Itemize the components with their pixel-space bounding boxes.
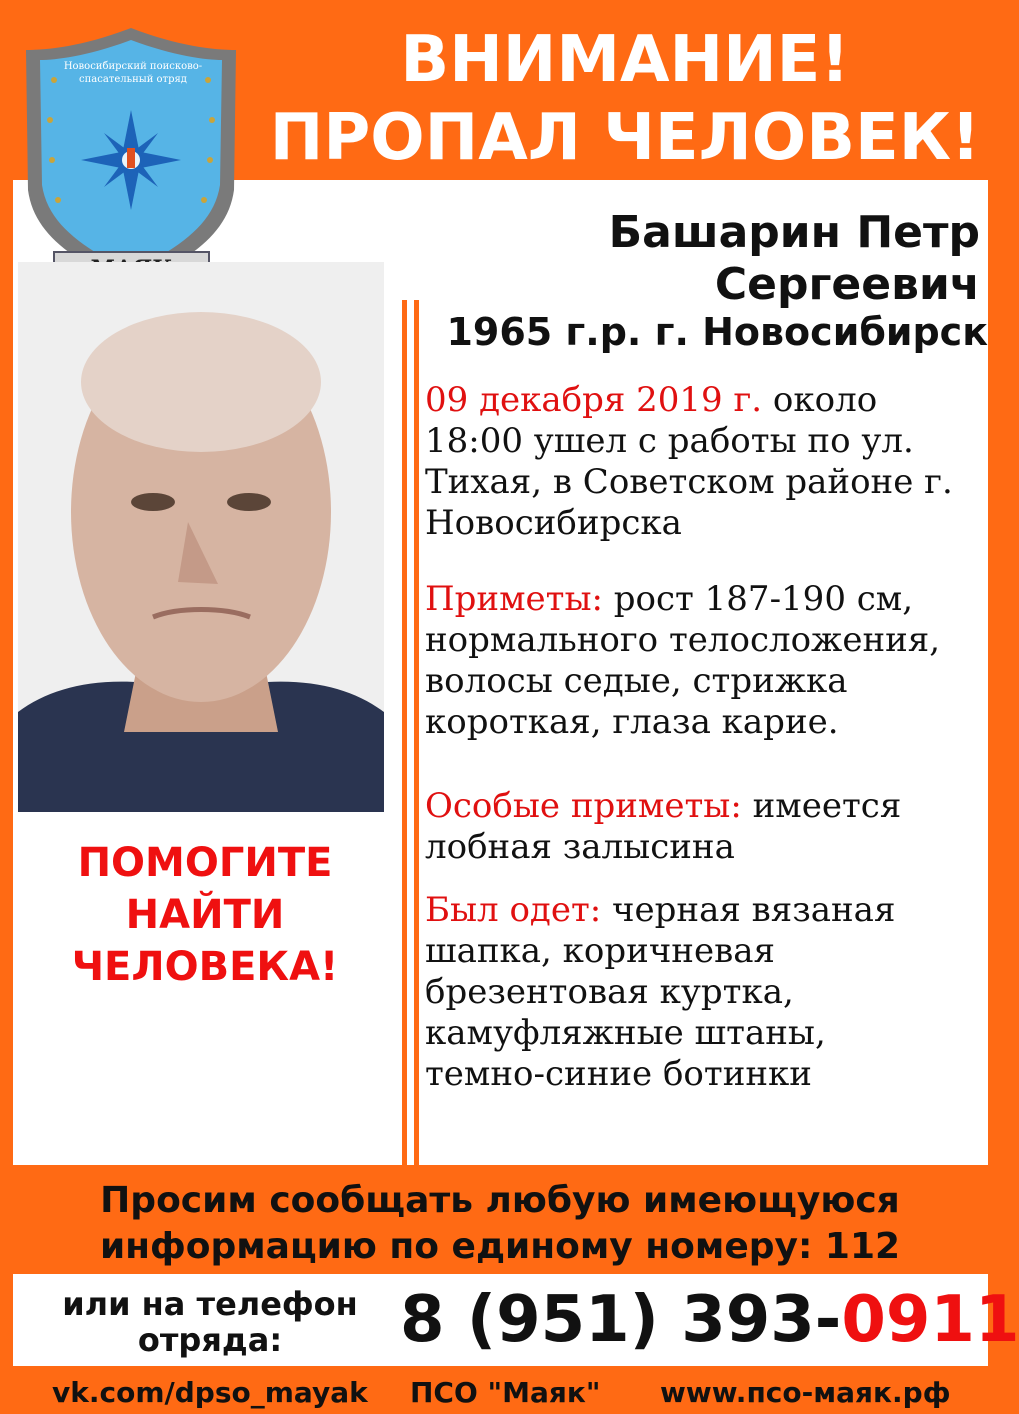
event-text [425, 380, 985, 544]
signs-details: рост 187-190 см, нормального телосложения, волосы седые, стрижка короткая, глаза карие. [425, 579, 941, 742]
vk-link[interactable]: vk.com/dpso_mayak [52, 1376, 368, 1409]
special-signs-label: Особые приметы: [425, 786, 742, 826]
org-name: ПСО "Маяк" [410, 1376, 601, 1409]
signs-label: Приметы: [425, 579, 603, 619]
clothes-details: черная вязаная шапка, коричневая брезентовая куртка, камуфляжные штаны, темно-синие ботинки [425, 890, 896, 1094]
person-birth: 1965 г.р. г. Новосибирск [446, 310, 988, 354]
title-attention: ВНИМАНИЕ! [400, 23, 850, 97]
phone-number[interactable] [400, 1280, 1019, 1360]
event-date: 09 декабря 2019 г. [425, 380, 763, 420]
phone-number-main: 8 (951) 393- [400, 1283, 842, 1357]
special-signs-details: имеется лобная залысина [425, 786, 902, 867]
person-name-line2: Сергеевич [714, 259, 980, 310]
footer-request-line2: информацию по единому номеру: 112 [99, 1226, 901, 1267]
clothes-text [425, 890, 955, 1095]
phone-label-line1: или на телефон [62, 1285, 358, 1323]
help-line3: ЧЕЛОВЕКА! [71, 944, 339, 990]
event-details: около 18:00 ушел с работы по ул. Тихая, в Советском районе г. Новосибирска [425, 380, 953, 543]
footer-request-line1: Просим сообщать любую имеющуюся [100, 1180, 900, 1221]
logo-caption: Новосибирский поисково-спасательный отряд [63, 61, 203, 85]
clothes-label: Был одет: [425, 890, 602, 930]
person-name-line1: Башарин Петр [608, 207, 980, 258]
website-link[interactable]: www.псо-маяк.рф [660, 1376, 951, 1409]
signs-text [425, 579, 970, 743]
phone-label [30, 1286, 390, 1358]
person-photo [18, 262, 384, 812]
help-line2: НАЙТИ [125, 892, 285, 938]
phone-label-line2: отряда: [137, 1321, 283, 1359]
title-missing: ПРОПАЛ ЧЕЛОВЕК! [269, 101, 981, 175]
help-line1: ПОМОГИТЕ [77, 840, 333, 886]
special-signs-text [425, 786, 985, 868]
phone-number-highlight: 0911 [841, 1283, 1019, 1357]
